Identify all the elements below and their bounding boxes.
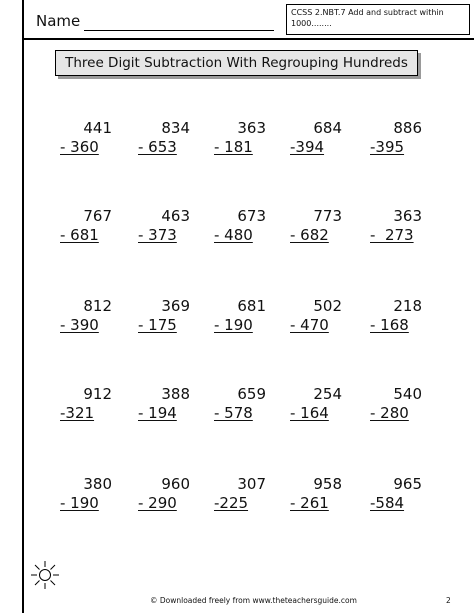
subtrahend: - 181: [214, 138, 253, 156]
minuend: 307: [237, 475, 266, 493]
footer-credit: © Downloaded freely from www.theteachersguide.com: [150, 596, 357, 605]
subtrahend: - 190: [60, 494, 99, 512]
subtrahend: - 261: [290, 494, 329, 512]
subtrahend: -394: [290, 138, 325, 156]
minuend: 767: [83, 207, 112, 225]
subtrahend: -395: [370, 138, 405, 156]
minuend: 502: [313, 297, 342, 315]
page-number: 2: [446, 596, 451, 605]
subtrahend: - 653: [138, 138, 177, 156]
standard-line-2: 1000........: [291, 19, 332, 28]
subtrahend: - 168: [370, 316, 409, 334]
minuend: 540: [393, 385, 422, 403]
minuend: 441: [83, 119, 112, 137]
subtrahend: - 164: [290, 404, 329, 422]
minuend: 681: [237, 297, 266, 315]
subtrahend: - 578: [214, 404, 253, 422]
minuend: 912: [83, 385, 112, 403]
minuend: 363: [237, 119, 266, 137]
subtrahend: - 290: [138, 494, 177, 512]
standard-box: [286, 4, 470, 35]
subtrahend: - 390: [60, 316, 99, 334]
subtrahend: - 480: [214, 226, 253, 244]
minuend: 812: [83, 297, 112, 315]
minuend: 684: [313, 119, 342, 137]
subtrahend: - 682: [290, 226, 329, 244]
minuend: 369: [161, 297, 190, 315]
subtrahend: - 194: [138, 404, 177, 422]
name-line: [84, 30, 274, 31]
subtrahend: - 360: [60, 138, 99, 156]
subtrahend: -225: [214, 494, 249, 512]
subtrahend: - 273: [370, 226, 414, 244]
subtrahend: - 373: [138, 226, 177, 244]
minuend: 773: [313, 207, 342, 225]
subtrahend: -584: [370, 494, 405, 512]
subtrahend: - 190: [214, 316, 253, 334]
minuend: 965: [393, 475, 422, 493]
minuend: 958: [313, 475, 342, 493]
minuend: 380: [83, 475, 112, 493]
subtrahend: - 280: [370, 404, 409, 422]
name-label: Name: [36, 12, 81, 30]
subtrahend: - 175: [138, 316, 177, 334]
minuend: 960: [161, 475, 190, 493]
subtrahend: - 681: [60, 226, 99, 244]
standard-line-1: CCSS 2.NBT.7 Add and subtract within: [291, 8, 444, 17]
minuend: 218: [393, 297, 422, 315]
minuend: 659: [237, 385, 266, 403]
minuend: 673: [237, 207, 266, 225]
minuend: 834: [161, 119, 190, 137]
minuend: 388: [161, 385, 190, 403]
left-margin-rule: [22, 0, 24, 613]
header-rule: [22, 38, 474, 40]
subtrahend: - 470: [290, 316, 329, 334]
minuend: 886: [393, 119, 422, 137]
minuend: 463: [161, 207, 190, 225]
worksheet-title: Three Digit Subtraction With Regrouping Hundreds: [55, 50, 418, 76]
sun-icon: [30, 560, 60, 590]
subtrahend: -321: [60, 404, 95, 422]
minuend: 254: [313, 385, 342, 403]
minuend: 363: [393, 207, 422, 225]
